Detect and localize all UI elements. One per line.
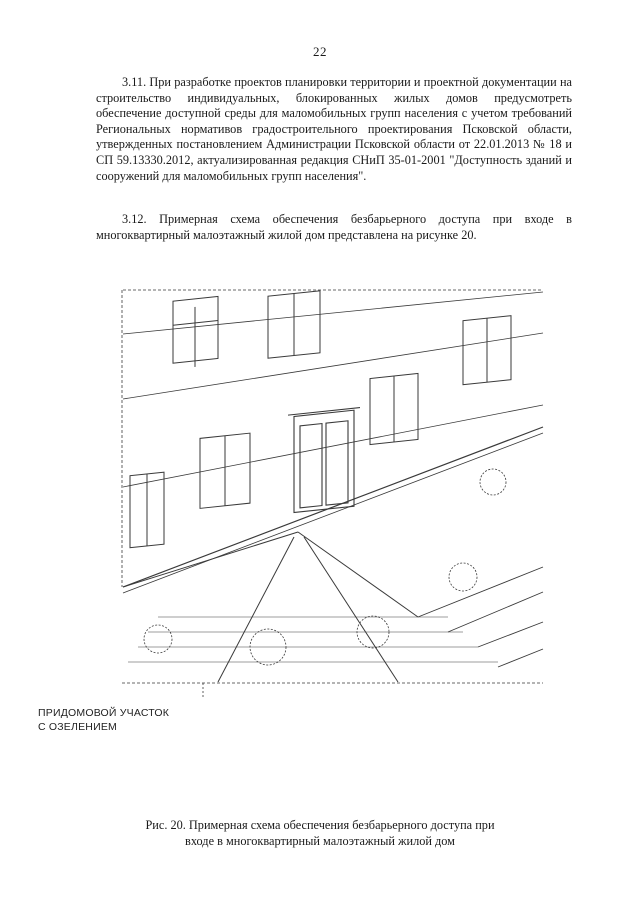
- shrub: [144, 469, 506, 665]
- paragraph-3-12: [96, 212, 572, 243]
- window: [370, 373, 418, 444]
- callout-line-2: С ОЗЕЛЕНИЕМ: [38, 721, 117, 733]
- window: [130, 472, 164, 548]
- figure-callout: [38, 706, 169, 734]
- window: [268, 291, 320, 358]
- access-ramp: [123, 532, 498, 682]
- figure-caption: [120, 818, 520, 849]
- building-base-line: [123, 427, 543, 587]
- floor-line: [123, 405, 543, 487]
- floor-line: [123, 333, 543, 399]
- window: [463, 316, 511, 385]
- entrance-door: [288, 408, 360, 513]
- paragraph-3-11: [96, 75, 572, 184]
- floor-line: [123, 292, 543, 334]
- window: [173, 296, 218, 366]
- figure-20-illustration: [118, 287, 546, 697]
- callout-line-1: ПРИДОМОВОЙ УЧАСТОК: [38, 707, 170, 719]
- caption-line-2: входе в многоквартирный малоэтажный жилой дом: [185, 833, 455, 848]
- building-base-line: [123, 433, 543, 593]
- caption-line-1: Рис. 20. Примерная схема обеспечения безбарьерного доступа при: [145, 818, 495, 832]
- paragraph-3-12-text: 3.12. Примерная схема обеспечения безбарьерного доступа при входе в многоквартирный малоэтажный жилой дом представлена на рисунке 20.: [96, 212, 572, 242]
- paragraph-3-11-text: 3.11. При разработке проектов планировки территории и проектной документации на строительство индивидуальных, блокированных жилых домов предусмотреть обеспечение доступной среды для маломобильных групп населения с учетом требований Региональных нормативов градостроительного проектирования Псковской области, утвержденных постановлением Администрации Псковской области от 22.01.2013 № 18 и СП 59.13330.2012, актуализированная редакция СНиП 35-01-2001 "Доступность зданий и сооружений для маломобильных групп населения".: [96, 75, 572, 183]
- page-number: 22: [313, 44, 327, 59]
